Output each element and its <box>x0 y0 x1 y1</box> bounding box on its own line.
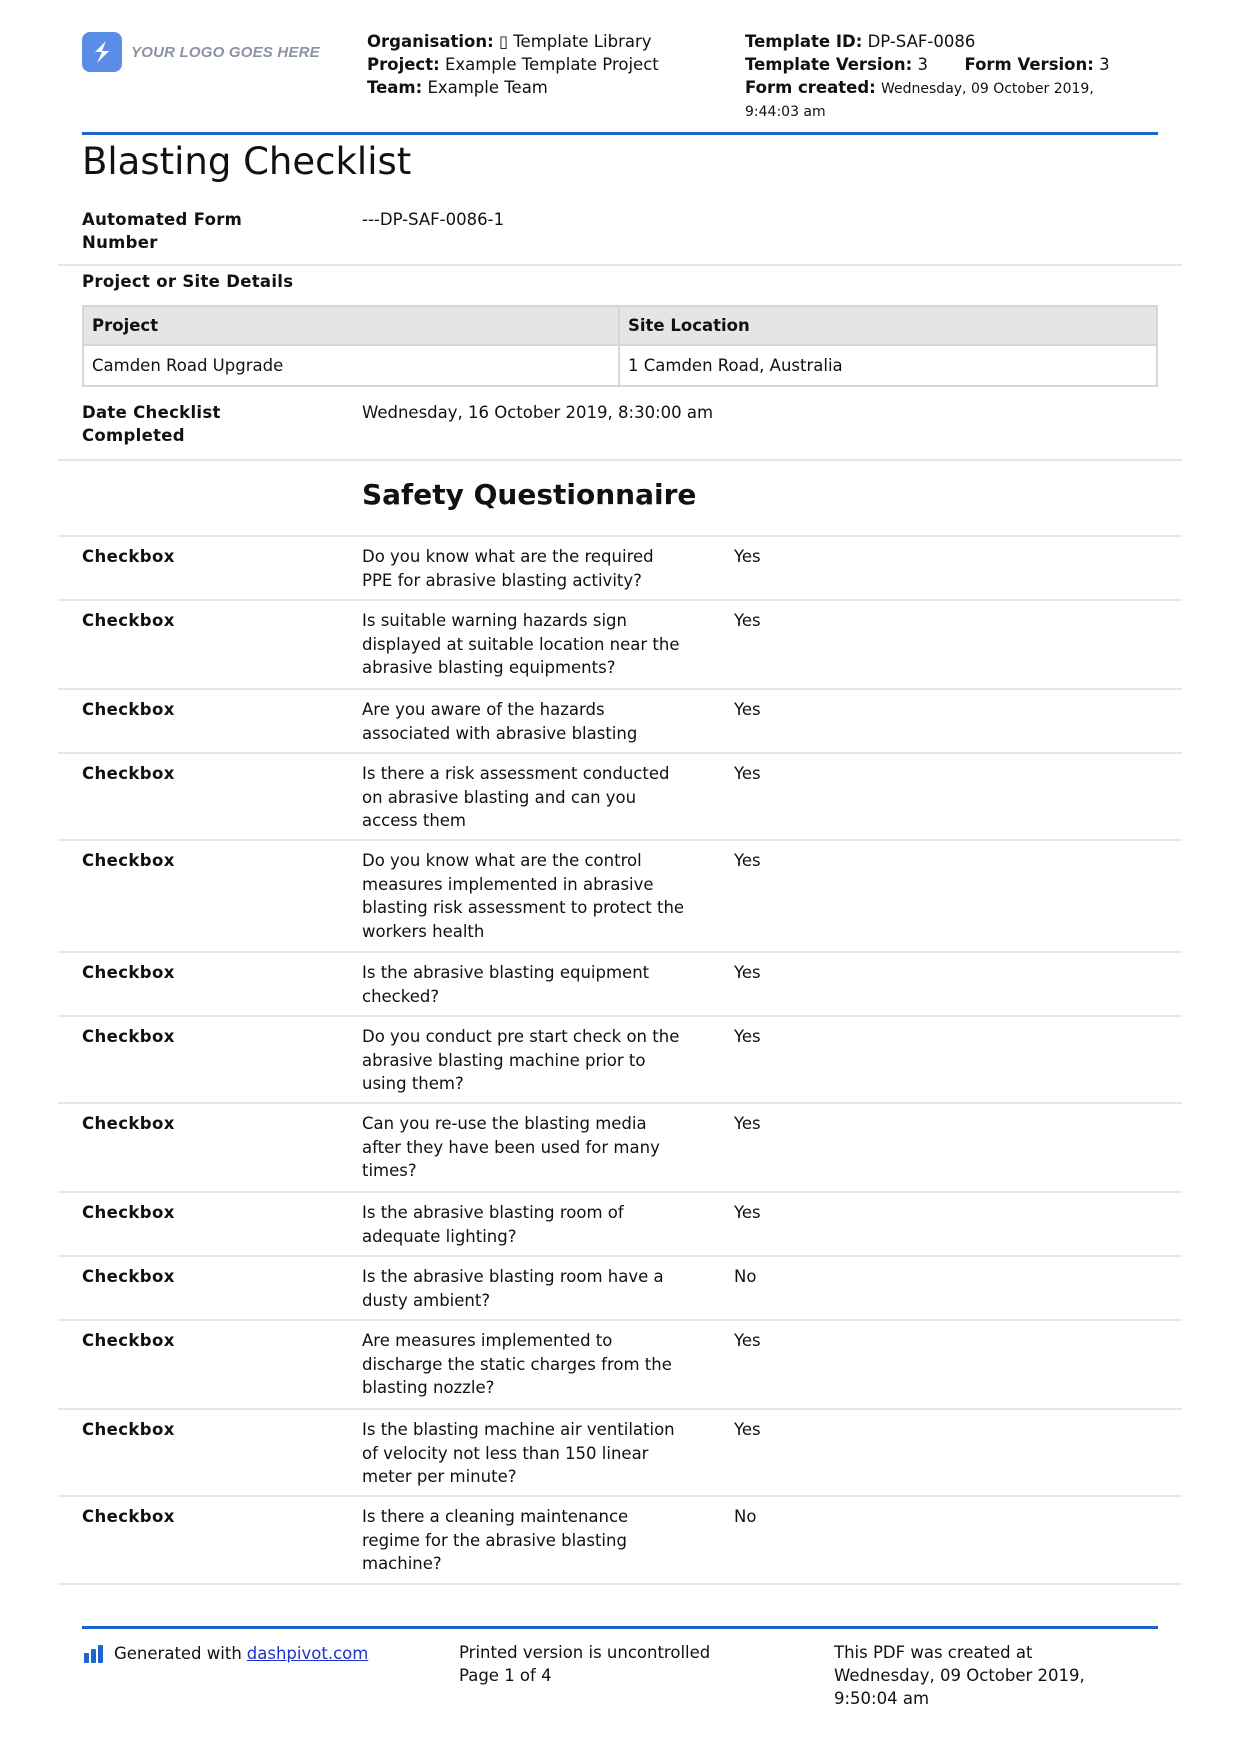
question-text <box>362 1112 692 1183</box>
project-value: Example Template Project <box>444 55 659 74</box>
question-row <box>58 599 1182 690</box>
team-label: Team: <box>367 78 423 97</box>
question-text-line: Do you know what are the required <box>362 547 654 566</box>
logo-text: YOUR LOGO GOES HERE <box>131 43 320 61</box>
question-text-line: Are you aware of the hazards <box>362 700 605 719</box>
form-number-label-line2: Number <box>82 233 158 252</box>
table-header <box>84 307 1156 346</box>
project-details-table <box>82 305 1158 387</box>
col-project-header: Project <box>92 316 159 335</box>
question-text <box>362 961 692 1008</box>
pdf-created-line2: Wednesday, 09 October 2019, <box>834 1666 1085 1685</box>
question-text-line: Is the abrasive blasting room of <box>362 1203 624 1222</box>
question-text <box>362 1329 692 1400</box>
question-answer: Yes <box>734 963 761 982</box>
pdf-created-line3: 9:50:04 am <box>834 1689 930 1708</box>
question-answer: Yes <box>734 764 761 783</box>
question-text-line: using them? <box>362 1074 464 1093</box>
dashpivot-link[interactable]: dashpivot.com <box>246 1643 369 1663</box>
date-completed-label <box>82 401 322 447</box>
question-type: Checkbox <box>82 700 175 719</box>
logo-icon <box>82 32 122 72</box>
question-text-line: Are measures implemented to <box>362 1331 613 1350</box>
template-id-value: DP-SAF-0086 <box>867 32 976 51</box>
date-completed-label-line2: Completed <box>82 426 185 445</box>
question-text-line: measures implemented in abrasive <box>362 874 654 894</box>
question-text <box>362 849 692 943</box>
question-text-line: displayed at suitable location near the <box>362 634 680 654</box>
question-text <box>362 698 692 745</box>
question-text-line: abrasive blasting machine prior to <box>362 1050 646 1070</box>
site-cell: 1 Camden Road, Australia <box>628 356 843 375</box>
question-text-line: abrasive blasting equipments? <box>362 658 616 677</box>
question-answer: No <box>734 1267 757 1286</box>
question-text-line: blasting nozzle? <box>362 1378 495 1397</box>
question-text-line: Can you re-use the blasting media <box>362 1114 647 1133</box>
form-created-label: Form created: <box>745 78 876 97</box>
project-cell: Camden Road Upgrade <box>92 356 284 375</box>
document-header <box>82 30 1158 134</box>
question-type: Checkbox <box>82 1203 175 1222</box>
question-answer: Yes <box>734 1114 761 1133</box>
question-row <box>58 752 1182 841</box>
question-row <box>58 688 1182 754</box>
question-text-line: Is there a risk assessment conducted <box>362 764 670 783</box>
question-text-line: access them <box>362 811 466 830</box>
question-text-line: adequate lighting? <box>362 1226 517 1246</box>
question-text <box>362 1418 692 1489</box>
question-text <box>362 1025 692 1096</box>
question-type: Checkbox <box>82 1114 175 1133</box>
question-text-line: machine? <box>362 1554 442 1573</box>
question-type: Checkbox <box>82 1420 175 1439</box>
question-type: Checkbox <box>82 1267 175 1286</box>
team-value: Example Team <box>427 78 548 97</box>
question-text-line: Is the abrasive blasting equipment <box>362 963 650 982</box>
question-text-line: after they have been used for many <box>362 1137 660 1157</box>
footer-pdf-created <box>834 1641 1154 1710</box>
question-text-line: workers health <box>362 921 485 941</box>
question-text-line: associated with abrasive blasting <box>362 723 638 743</box>
form-created-value: Wednesday, 09 October 2019, <box>881 81 1094 97</box>
form-number-label <box>82 208 322 254</box>
form-version-value: 3 <box>1099 55 1110 74</box>
question-text-line: times? <box>362 1161 417 1180</box>
form-number-value: ---DP-SAF-0086-1 <box>362 210 505 229</box>
question-text <box>362 609 692 680</box>
question-row <box>58 1255 1182 1321</box>
printed-uncontrolled-text: Printed version is uncontrolled <box>459 1643 711 1662</box>
question-text-line: of velocity not less than 150 linear <box>362 1443 649 1463</box>
question-text-line: blasting risk assessment to protect the <box>362 898 685 917</box>
question-type: Checkbox <box>82 1331 175 1350</box>
question-text-line: Do you conduct pre start check on the <box>362 1027 680 1046</box>
form-version-label: Form Version: <box>964 55 1094 74</box>
question-text-line: Is the abrasive blasting room have a <box>362 1267 664 1286</box>
footer-generated <box>84 1643 368 1663</box>
safety-questionnaire-title: Safety Questionnaire <box>362 478 697 511</box>
table-divider <box>618 307 620 385</box>
question-type: Checkbox <box>82 1027 175 1046</box>
question-text-line: meter per minute? <box>362 1467 517 1486</box>
question-row <box>58 1191 1182 1257</box>
question-text <box>362 1201 692 1248</box>
question-row <box>58 839 1182 953</box>
page-title: Blasting Checklist <box>82 140 412 183</box>
question-text-line: Is there a cleaning maintenance <box>362 1507 629 1526</box>
question-text-line: Do you know what are the control <box>362 851 642 870</box>
question-text-line: PPE for abrasive blasting activity? <box>362 570 642 590</box>
generated-text: Generated with <box>114 1643 242 1663</box>
company-logo <box>82 32 320 72</box>
question-type: Checkbox <box>82 963 175 982</box>
template-version-value: 3 <box>917 55 928 74</box>
template-info <box>745 30 1155 124</box>
question-type: Checkbox <box>82 764 175 783</box>
question-text <box>362 1505 692 1576</box>
template-version-label: Template Version: <box>745 55 913 74</box>
question-text <box>362 1265 692 1312</box>
form-created-time: 9:44:03 am <box>745 104 826 120</box>
footer-divider <box>82 1626 1158 1629</box>
question-answer: Yes <box>734 1420 761 1439</box>
question-answer: Yes <box>734 851 761 870</box>
question-text-line: discharge the static charges from the <box>362 1354 672 1374</box>
question-text-line: checked? <box>362 986 440 1006</box>
question-row <box>58 1102 1182 1193</box>
page-number: Page 1 of 4 <box>459 1666 552 1685</box>
project-label: Project: <box>367 55 440 74</box>
question-answer: Yes <box>734 547 761 566</box>
template-id-label: Template ID: <box>745 32 863 51</box>
dashpivot-logo-icon <box>84 1643 105 1663</box>
question-type: Checkbox <box>82 611 175 630</box>
question-type: Checkbox <box>82 547 175 566</box>
question-answer: Yes <box>734 700 761 719</box>
question-answer: No <box>734 1507 757 1526</box>
date-completed-row <box>58 397 1182 461</box>
question-text-line: on abrasive blasting and can you <box>362 787 637 807</box>
question-answer: Yes <box>734 1027 761 1046</box>
col-site-header: Site Location <box>628 316 750 335</box>
organisation-value: ▯ Template Library <box>498 32 652 51</box>
question-row <box>58 1319 1182 1410</box>
project-details-label: Project or Site Details <box>82 272 294 291</box>
question-answer: Yes <box>734 1331 761 1350</box>
question-row <box>58 1408 1182 1497</box>
date-completed-label-line1: Date Checklist <box>82 403 221 422</box>
question-text <box>362 762 692 833</box>
question-type: Checkbox <box>82 851 175 870</box>
question-row <box>58 951 1182 1017</box>
date-completed-value: Wednesday, 16 October 2019, 8:30:00 am <box>362 403 714 422</box>
question-text <box>362 545 692 592</box>
question-text-line: Is the blasting machine air ventilation <box>362 1420 675 1439</box>
header-divider <box>82 132 1158 135</box>
question-answer: Yes <box>734 1203 761 1222</box>
question-text-line: regime for the abrasive blasting <box>362 1530 627 1550</box>
questionnaire-end-divider <box>58 1583 1182 1585</box>
question-answer: Yes <box>734 611 761 630</box>
question-row <box>58 535 1182 601</box>
question-type: Checkbox <box>82 1507 175 1526</box>
organisation-info <box>367 30 659 99</box>
question-text-line: dusty ambient? <box>362 1290 491 1310</box>
organisation-label: Organisation: <box>367 32 494 51</box>
footer-page-info <box>459 1641 710 1687</box>
question-row <box>58 1015 1182 1104</box>
pdf-created-line1: This PDF was created at <box>834 1643 1033 1662</box>
question-text-line: Is suitable warning hazards sign <box>362 611 627 630</box>
question-row <box>58 1495 1182 1585</box>
form-number-label-line1: Automated Form <box>82 210 243 229</box>
form-number-row <box>58 206 1182 266</box>
